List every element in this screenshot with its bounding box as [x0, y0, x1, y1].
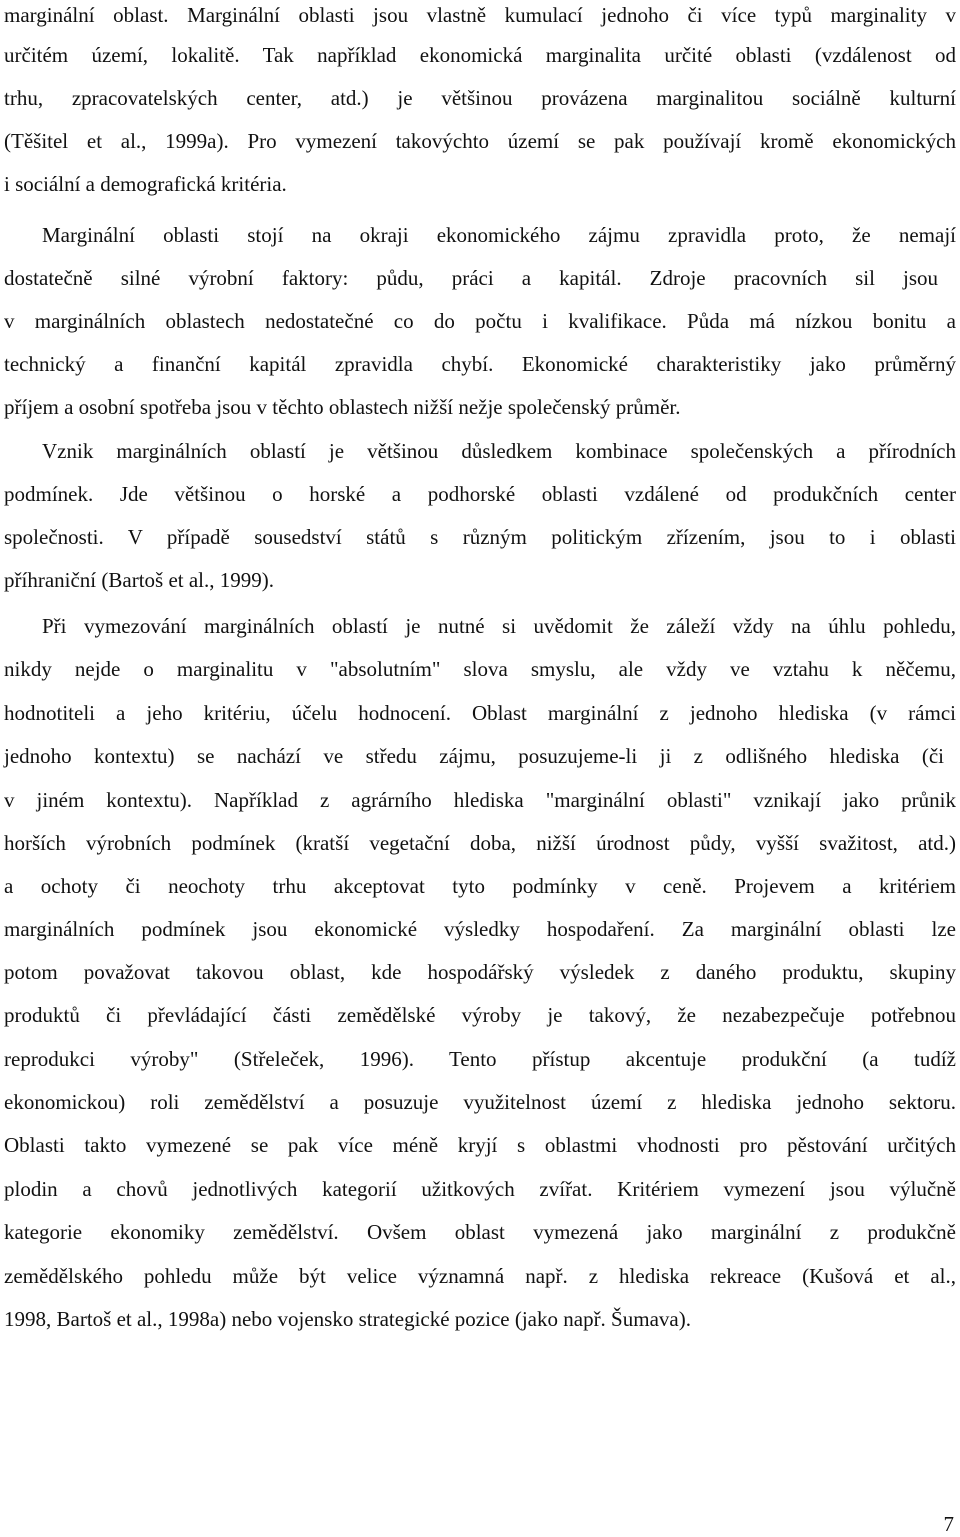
text-line: kategorie ekonomiky zemědělství. Ovšem oblast vymezená jako marginální z produkčně: [4, 1220, 956, 1244]
text-line: příjem a osobní spotřeba jsou v těchto oblastech nižší nežje společenský průměr.: [4, 395, 681, 419]
paragraph-first-line: Při vymezování marginálních oblastí je nutné si uvědomit že záleží vždy na úhlu pohledu,: [42, 614, 956, 638]
text-line: dostatečně silné výrobní faktory: půdu, práci a kapitál. Zdroje pracovních sil jsou: [4, 266, 938, 290]
text-line: (Těšitel et al., 1999a). Pro vymezení takovýchto území se pak používají kromě ekonomických: [4, 129, 956, 153]
text-line: i sociální a demografická kritéria.: [4, 172, 287, 196]
text-line: podmínek. Jde většinou o horské a podhorské oblasti vzdálené od produkčních center: [4, 482, 956, 506]
page-number: 7: [943, 1512, 954, 1536]
text-line: potom považovat takovou oblast, kde hospodářský výsledek z daného produktu, skupiny: [4, 960, 956, 984]
paragraph-first-line: Marginální oblasti stojí na okraji ekonomického zájmu zpravidla proto, že nemají: [42, 223, 956, 247]
text-line: příhraniční (Bartoš et al., 1999).: [4, 568, 275, 592]
text-line: produktů či převládající části zemědělské výroby je takový, že nezabezpečuje potřebnou: [4, 1003, 956, 1027]
text-line: technický a finanční kapitál zpravidla chybí. Ekonomické charakteristiky jako průměrný: [4, 352, 956, 376]
text-line: reprodukci výroby" (Střeleček, 1996). Tento přístup akcentuje produkční (a tudíž: [4, 1047, 956, 1071]
text-line: v jiném kontextu). Například z agrárního hlediska "marginální oblasti" vznikají jako průnik: [4, 788, 956, 812]
text-line: a ochoty či neochoty trhu akceptovat tyto podmínky v ceně. Projevem a kritériem: [4, 874, 956, 898]
text-line: plodin a chovů jednotlivých kategorií užitkových zvířat. Kritériem vymezení jsou výlučně: [4, 1177, 956, 1201]
text-line: trhu, zpracovatelských center, atd.) je většinou provázena marginalitou sociálně kulturní: [4, 86, 956, 110]
text-line: v marginálních oblastech nedostatečné co do počtu i kvalifikace. Půda má nízkou bonitu a: [4, 309, 956, 333]
text-line: společnosti. V případě sousedství států s různým politickým zřízením, jsou to i oblasti: [4, 525, 956, 549]
text-line: hodnotiteli a jeho kritériu, účelu hodnocení. Oblast marginální z jednoho hlediska (v rámci: [4, 701, 956, 725]
text-line: zemědělského pohledu může být velice významná např. z hlediska rekreace (Kušová et al.,: [4, 1264, 956, 1288]
text-line: horších výrobních podmínek (kratší vegetační doba, nižší úrodnost půdy, vyšší svažitost, atd.): [4, 831, 956, 855]
text-line: nikdy nejde o marginalitu v "absolutním" slova smyslu, ale vždy ve vztahu k něčemu,: [4, 657, 956, 681]
paragraph-first-line: Vznik marginálních oblastí je většinou důsledkem kombinace společenských a přírodních: [42, 439, 956, 463]
text-line: marginální oblast. Marginální oblasti jsou vlastně kumulací jednoho či více typů marginality v: [4, 3, 956, 27]
text-line: marginálních podmínek jsou ekonomické výsledky hospodaření. Za marginální oblasti lze: [4, 917, 956, 941]
text-line: Oblasti takto vymezené se pak více méně kryjí s oblastmi vhodnosti pro pěstování určitých: [4, 1133, 956, 1157]
text-line: 1998, Bartoš et al., 1998a) nebo vojensko strategické pozice (jako např. Šumava).: [4, 1307, 691, 1331]
text-line: určitém území, lokalitě. Tak například ekonomická marginalita určité oblasti (vzdálenost od: [4, 43, 956, 67]
text-line: jednoho kontextu) se nachází ve středu zájmu, posuzujeme-li ji z odlišného hlediska (či: [4, 744, 944, 768]
text-line: ekonomickou) roli zemědělství a posuzuje využitelnost území z hlediska jednoho sektoru.: [4, 1090, 956, 1114]
